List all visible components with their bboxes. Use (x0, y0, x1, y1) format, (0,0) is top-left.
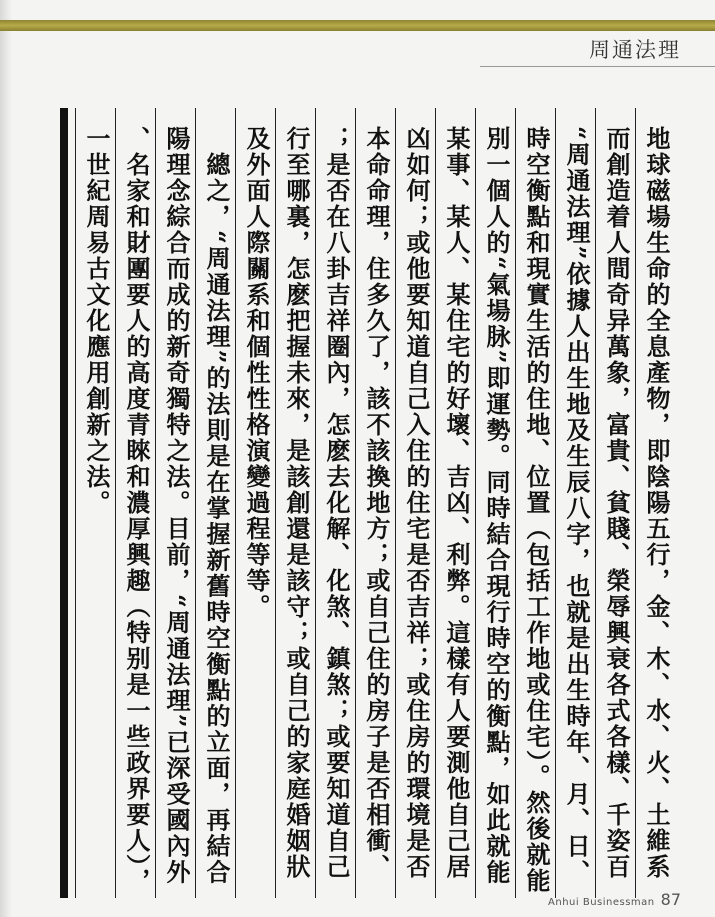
column-text: 某事、某人、某住宅的好壞、吉凶、利弊。這樣有人要測他自己居 (442, 126, 471, 880)
column-text: 及外面人際關系和個性性格演變過程等等。 (242, 126, 271, 620)
header-color-band (0, 20, 715, 31)
column-text: 、名家和財團要人的高度青睞和濃厚興趣（特别是一些政界要人）， (122, 126, 151, 894)
text-column (395, 108, 435, 898)
header-divider (480, 66, 715, 67)
page-number: 87 (660, 890, 681, 909)
column-text: 本命命理，住多久了，該不該換地方；或自己住的房子是否相衝、 (362, 126, 391, 880)
column-text: 一世紀周易古文化應用創新之法。 (82, 126, 111, 516)
section-title: 周通法理 (589, 38, 681, 62)
text-column (195, 108, 235, 898)
text-column (155, 108, 195, 898)
column-text: 地球磁場生命的全息產物，即陰陽五行，金、木、水、火、土維系 (642, 126, 671, 880)
column-text: 而創造着人間奇异萬象，富貴、貧賤、榮辱興衰各式各樣、千姿百 (602, 126, 631, 880)
column-text: 時空衡點和現實生活的住地、位置（包括工作地或住宅）。然後就能 (522, 126, 551, 894)
vertical-text-block (72, 108, 675, 898)
magazine-name: Anhui Businessman (548, 897, 655, 908)
column-text: 凶如何；或他要知道自己入住的住宅是否吉祥；或住房的環境是否 (402, 126, 431, 880)
column-text: 別一個人的“氣場脉”即運勢。同時結合現行時空的衡點，如此就能 (482, 126, 511, 886)
column-text: 行至哪裏，怎麽把握未來，是該創還是該守；或自己的家庭婚姻狀 (282, 126, 311, 880)
text-column (235, 108, 275, 898)
text-column (635, 108, 675, 898)
column-text: ；是否在八卦吉祥圈內，怎麽去化解、化煞、鎮煞；或要知道自己 (322, 126, 351, 880)
text-column (435, 108, 475, 898)
text-column (75, 108, 115, 898)
text-block-border (60, 108, 68, 898)
text-column (475, 108, 515, 898)
text-column (515, 108, 555, 898)
column-text: 總之，“周通法理”的法則是在掌握新舊時空衡點的立面，再結合 (202, 152, 231, 886)
column-text: 陽理念綜合而成的新奇獨特之法。目前，“周通法理”已深受國內外 (162, 126, 191, 886)
page-gutter (0, 0, 12, 917)
text-column (355, 108, 395, 898)
text-column (555, 108, 595, 898)
page-footer (548, 890, 681, 909)
text-column (315, 108, 355, 898)
text-column (595, 108, 635, 898)
column-text: “周通法理”依據人出生地及生辰八字，也就是出生時年、月、日、 (562, 126, 591, 886)
text-column (275, 108, 315, 898)
text-column (115, 108, 155, 898)
